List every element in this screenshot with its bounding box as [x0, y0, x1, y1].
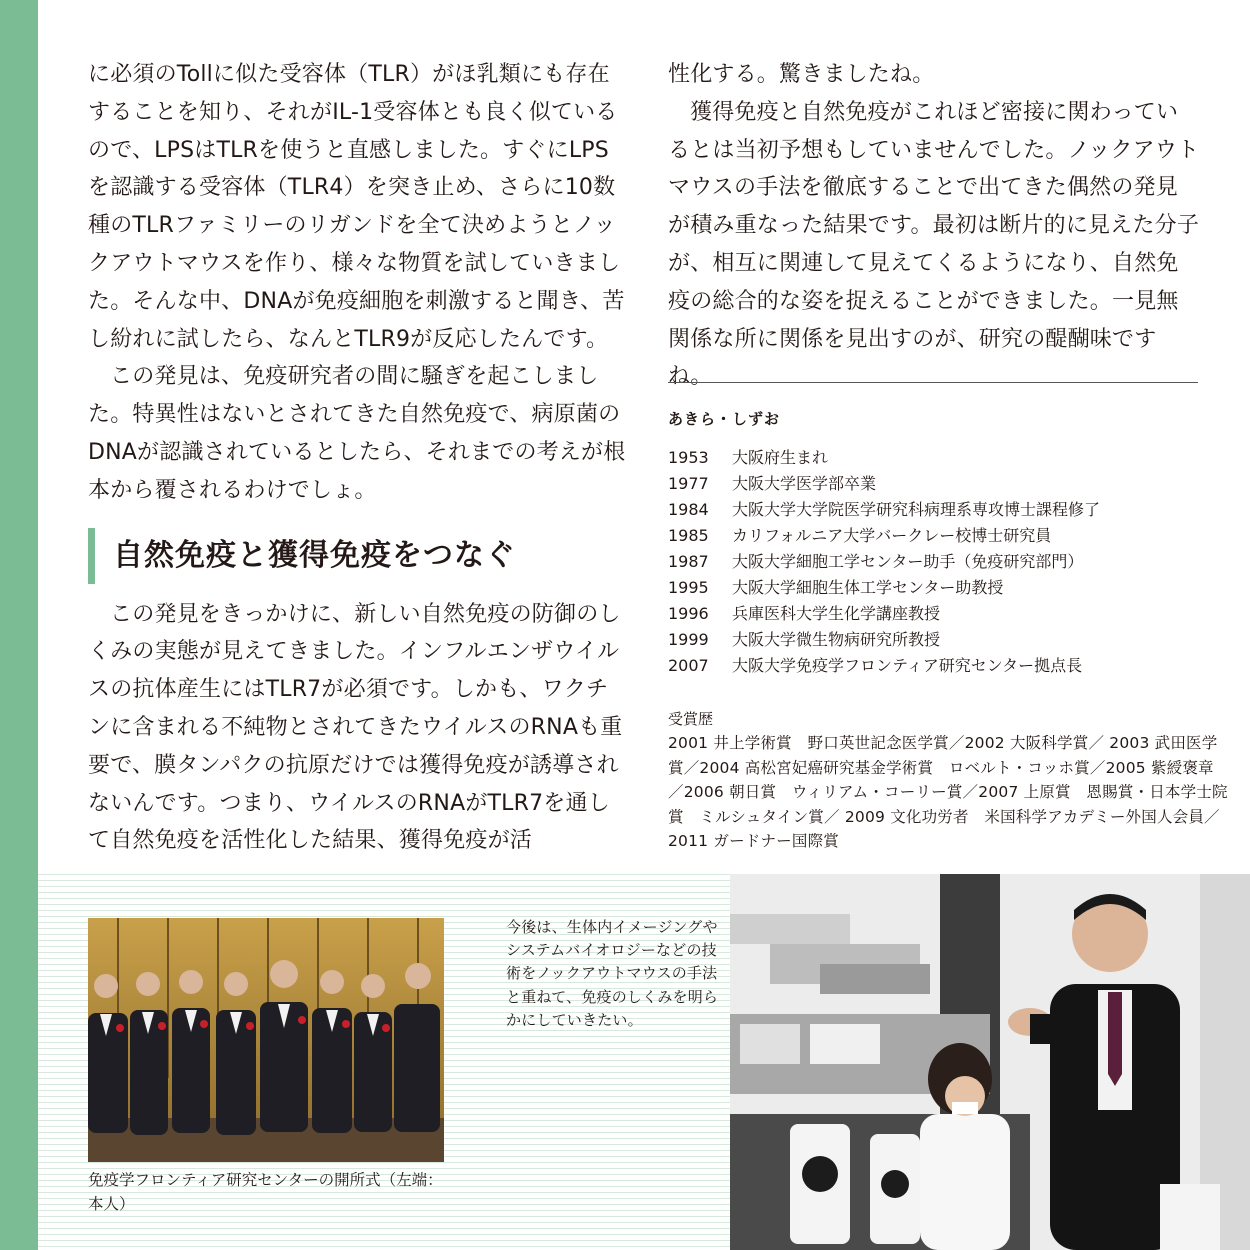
career-text: 大阪大学大学院医学研究科病理系専攻博士課程修了 — [732, 500, 1101, 519]
career-text: カリフォルニア大学バークレー校博士研究員 — [732, 526, 1052, 545]
career-year: 2007 — [668, 656, 709, 675]
career-text: 大阪大学免疫学フロンティア研究センター拠点長 — [732, 656, 1083, 675]
career-row — [668, 627, 1228, 653]
career-year: 1987 — [668, 552, 709, 571]
section-heading: 自然免疫と獲得免疫をつなぐ — [88, 528, 628, 584]
career-text: 大阪大学細胞工学センター助手（免疫研究部門） — [732, 552, 1084, 571]
career-year: 1984 — [668, 500, 709, 519]
group-photo — [88, 918, 444, 1162]
pull-quote: 今後は、生体内イメージングやシステムバイオロジーなどの技術をノックアウトマウスの手法と重ねて、免疫のしくみを明らかにしていきたい。 — [506, 918, 719, 1029]
left-text-column — [88, 56, 628, 860]
lab-photo-illustration — [730, 874, 1250, 1250]
career-text: 兵庫医科大学生化学講座教授 — [732, 604, 941, 623]
lab-photo — [730, 874, 1250, 1250]
career-text: 大阪府生まれ — [732, 448, 829, 467]
profile-section — [668, 408, 1228, 854]
career-row — [668, 575, 1228, 601]
left-accent-band — [0, 0, 38, 1250]
profile-name: あきら・しずお — [668, 410, 781, 428]
career-row — [668, 601, 1228, 627]
photo-caption: 免疫学フロンティア研究センターの開所式（左端：本人） — [88, 1171, 443, 1213]
awards-text: 2001 井上学術賞 野口英世記念医学賞／2002 大阪科学賞／ 2003 武田医学賞／2004 高松宮妃癌研究基金学術賞 ロベルト・コッホ賞／2005 紫綬褒章／2006 朝日賞 ウィリアム・コーリー賞／2007 上原賞 恩賜賞・日本学士院賞 ミルシュタイン賞／ 2009 文化功労者 米国科学アカデミー外国人会員／2011 ガードナー国際賞 — [668, 734, 1228, 850]
career-row — [668, 471, 1228, 497]
profile-divider — [668, 382, 1198, 383]
right-text-column — [668, 56, 1200, 396]
career-year: 1953 — [668, 448, 709, 467]
career-row — [668, 523, 1228, 549]
group-photo-illustration — [88, 918, 444, 1162]
career-row — [668, 497, 1228, 523]
left-paragraph-2: この発見は、免疫研究者の間に騒ぎを起こしました。特異性はないとされてきた自然免疫で、病原菌のDNAが認識されているとしたら、それまでの考えが根本から覆されるわけでしょ。 — [88, 364, 626, 503]
awards-title: 受賞歴 — [668, 710, 714, 728]
career-year: 1996 — [668, 604, 709, 623]
career-year: 1985 — [668, 526, 709, 545]
career-text: 大阪大学微生物病研究所教授 — [732, 630, 941, 649]
right-paragraph-2: 獲得免疫と自然免疫がこれほど密接に関わっているとは当初予想もしていませんでした。ノックアウトマウスの手法を徹底することで出てきた偶然の発見が積み重なった結果です。最初は断片的に見えた分子が、相互に関連して見えてくるようになり、自然免疫の総合的な姿を捉えることができました。一見無関係な所に関係を見出すのが、研究の醍醐味ですね。 — [668, 99, 1200, 390]
career-text: 大阪大学細胞生体工学センター助教授 — [732, 578, 1004, 597]
right-paragraph-1: 性化する。驚きましたね。 — [668, 62, 935, 87]
career-year: 1977 — [668, 474, 709, 493]
career-text: 大阪大学医学部卒業 — [732, 474, 877, 493]
career-row — [668, 445, 1228, 471]
career-row — [668, 549, 1228, 575]
career-row — [668, 653, 1228, 679]
career-list — [668, 445, 1228, 679]
career-year: 1995 — [668, 578, 709, 597]
left-paragraph-3: この発見をきっかけに、新しい自然免疫の防御のしくみの実態が見えてきました。インフルエンザウイルスの抗体産生にはTLR7が必須です。しかも、ワクチンに含まれる不純物とされてきたウイルスのRNAも重要で、膜タンパクの抗原だけでは獲得免疫が誘導されないんです。つまり、ウイルスのRNAがTLR7を通して自然免疫を活性化した結果、獲得免疫が活 — [88, 601, 623, 854]
left-paragraph-1: に必須のTollに似た受容体（TLR）がほ乳類にも存在することを知り、それがIL-1受容体とも良く似ているので、LPSはTLRを使うと直感しました。すぐにLPSを認識する受容体（TLR4）を突き止め、さらに10数種のTLRファミリーのリガンドを全て決めようとノックアウトマウスを作り、様々な物質を試していきました。そんな中、DNAが免疫細胞を刺激すると聞き、苦し紛れに試したら、なんとTLR9が反応したんです。 — [88, 62, 625, 352]
career-year: 1999 — [668, 630, 709, 649]
